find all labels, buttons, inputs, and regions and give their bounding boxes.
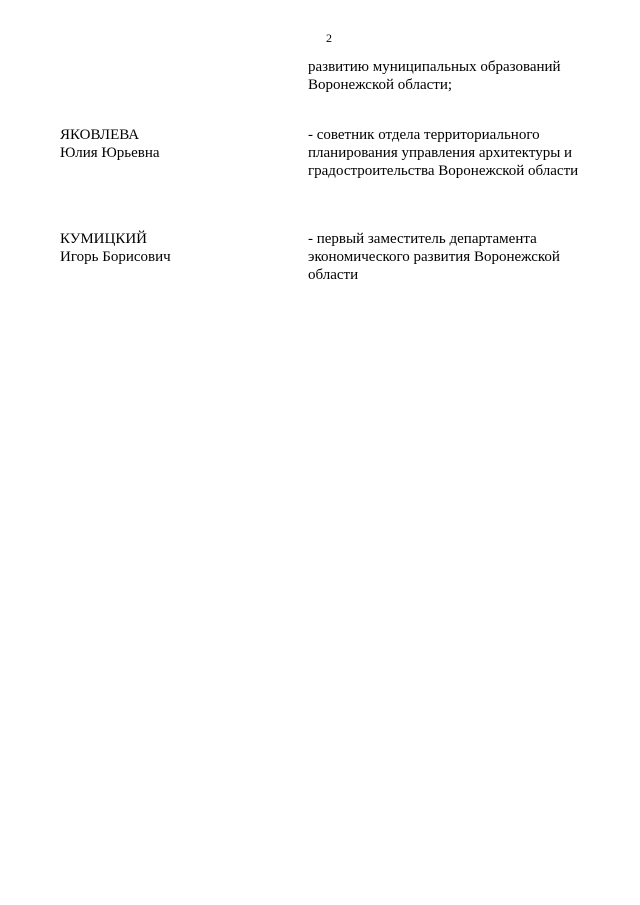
member-role-line: градостроительства Воронежской области	[308, 163, 579, 179]
member-surname: КУМИЦКИЙ	[60, 231, 147, 247]
member-role-line: - советник отдела территориального	[308, 127, 540, 143]
previous-role-continuation	[308, 58, 561, 94]
member-role	[308, 230, 598, 284]
member-given-names: Юлия Юрьевна	[60, 145, 160, 161]
member-name	[60, 126, 290, 162]
member-role-line: планирования управления архитектуры и	[308, 145, 573, 161]
member-role	[308, 126, 598, 180]
member-role-line: области	[308, 267, 359, 283]
continuation-line: развитию муниципальных образований	[308, 59, 561, 75]
member-role-line: - первый заместитель департамента	[308, 231, 537, 247]
page-number: 2	[326, 31, 332, 45]
member-given-names: Игорь Борисович	[60, 249, 171, 265]
member-surname: ЯКОВЛЕВА	[60, 127, 140, 143]
member-name	[60, 230, 290, 266]
member-role-line: экономического развития Воронежской	[308, 249, 560, 265]
continuation-line: Воронежской области;	[308, 77, 453, 93]
